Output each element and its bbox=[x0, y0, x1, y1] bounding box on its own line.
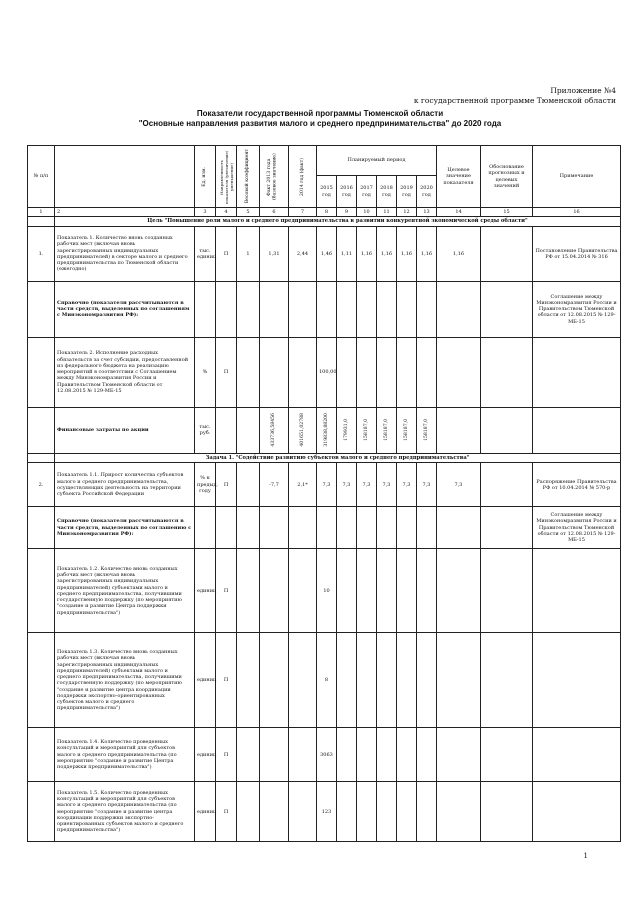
value-2015: 1,46 bbox=[317, 226, 337, 281]
year-suffix: год bbox=[402, 191, 411, 198]
empty-cell bbox=[216, 507, 237, 549]
empty-cell bbox=[216, 407, 237, 453]
empty-cell bbox=[317, 281, 337, 337]
indicator-name: Показатель 1.1. Прирост количества субъектов малого и среднего предпринимательства, осуществляющих деятельность на территории субъекта Российской Федерации bbox=[55, 463, 195, 507]
empty-cell bbox=[481, 337, 533, 407]
empty-cell bbox=[357, 507, 377, 549]
reference-name: Справочно (показатели рассчитываются в части средств, выделенных по соглашению с Минэкономразвития РФ): bbox=[55, 507, 195, 549]
row-number bbox=[28, 407, 55, 453]
table-row bbox=[28, 549, 621, 633]
year-label: 2016 bbox=[340, 185, 353, 192]
value-2015: 3063 bbox=[317, 728, 337, 782]
empty-cell bbox=[195, 281, 216, 337]
empty-cell bbox=[260, 549, 289, 633]
unit-cell: тыс. единиц bbox=[195, 226, 216, 281]
fact-2014-cell: 2,1* bbox=[289, 463, 317, 507]
empty-cell bbox=[417, 337, 437, 407]
indicator-name: Показатель 2. Исполнение расходных обязательств за счет субсидии, предоставленной из федерального бюджета на реализацию мероприятий в соответствии с Соглашением между Минэкономразвития России и Правительством Тюменской области от 12.08.2015 № 129-МБ-15 bbox=[55, 337, 195, 407]
year-label: 2015 bbox=[320, 185, 333, 192]
empty-cell bbox=[195, 507, 216, 549]
empty-cell bbox=[417, 633, 437, 728]
indicator-name: Показатель 1.4. Количество проведенных консультаций и мероприятий для субъектов малого и среднего предпринимательства (по мероприятию "создание и развитие Центра поддержки предпринимательства") bbox=[55, 728, 195, 782]
value-2018: 1,16 bbox=[377, 226, 397, 281]
header-note: Примечание bbox=[533, 146, 621, 208]
col-number: 16 bbox=[533, 208, 621, 217]
row-number bbox=[28, 507, 55, 549]
fact-2013-cell: -7,7 bbox=[260, 463, 289, 507]
value-2015: 8 bbox=[317, 633, 337, 728]
year-label: 2017 bbox=[360, 185, 373, 192]
row-number: 2. bbox=[28, 463, 55, 507]
fact-2013-cell bbox=[260, 407, 289, 453]
empty-cell bbox=[237, 633, 260, 728]
empty-cell bbox=[437, 507, 481, 549]
unit-cell: % к предыд. году bbox=[195, 463, 216, 507]
table-row bbox=[28, 507, 621, 549]
empty-cell bbox=[337, 728, 357, 782]
empty-cell bbox=[397, 337, 417, 407]
goal-row bbox=[28, 217, 621, 227]
year-2016 bbox=[337, 176, 357, 208]
empty-cell bbox=[437, 633, 481, 728]
weight-cell: 1 bbox=[237, 226, 260, 281]
col-number: 10 bbox=[357, 208, 377, 217]
empty-cell bbox=[481, 549, 533, 633]
col-number: 8 bbox=[317, 208, 337, 217]
empty-cell bbox=[437, 728, 481, 782]
empty-cell bbox=[260, 507, 289, 549]
indicator-name: Показатель 1.5. Количество проведенных консультаций и мероприятий для субъектов малого и среднего предпринимательства (по мероприятию "создание и развитие центра координации поддержки экспортно-ориентированных субъектов малого и среднего предпринимательства") bbox=[55, 782, 195, 842]
header-fact-2014 bbox=[289, 146, 317, 208]
fact-2014-text: 401651,02788 bbox=[299, 413, 305, 448]
empty-cell bbox=[397, 507, 417, 549]
year-suffix: год bbox=[382, 191, 391, 198]
value-2019 bbox=[397, 407, 417, 453]
header-fact-2013-text: Факт 2013 года (базовое значение) bbox=[267, 153, 278, 200]
value-2017: 7,3 bbox=[357, 463, 377, 507]
empty-cell bbox=[437, 337, 481, 407]
empty-cell bbox=[397, 633, 417, 728]
header-justification: Обоснование прогнозных и целевых значений bbox=[481, 146, 533, 208]
value-2015: 100,00 bbox=[317, 337, 337, 407]
table-row bbox=[28, 226, 621, 281]
empty-cell bbox=[417, 728, 437, 782]
empty-cell bbox=[377, 728, 397, 782]
empty-cell bbox=[216, 281, 237, 337]
empty-cell bbox=[260, 633, 289, 728]
empty-cell bbox=[397, 281, 417, 337]
col-number: 1 bbox=[28, 208, 55, 217]
empty-cell bbox=[337, 549, 357, 633]
empty-cell bbox=[417, 281, 437, 337]
year-2015 bbox=[317, 176, 337, 208]
header-fact-2014-text: 2014 год (факт) bbox=[299, 157, 305, 196]
header-direction-text: Направленность показателя (увеличение/уменьшение) bbox=[219, 149, 234, 204]
row-number bbox=[28, 633, 55, 728]
empty-cell bbox=[260, 782, 289, 842]
page-number: 1 bbox=[583, 852, 588, 860]
indicator-name: Показатель 1. Количество вновь созданных рабочих мест (включая вновь зарегистрированных индивидуальных предпринимателей) в секторе малого и среднего предпринимательства по Тюменской области (ежегодно) bbox=[55, 226, 195, 281]
value-2015-text: 319838,88200 bbox=[323, 413, 329, 448]
empty-cell bbox=[260, 728, 289, 782]
note-cell: Постановление Правительства РФ от 15.04.2014 № 316 bbox=[533, 226, 621, 281]
table-row bbox=[28, 633, 621, 728]
empty-cell bbox=[481, 633, 533, 728]
empty-cell bbox=[397, 549, 417, 633]
year-suffix: год bbox=[322, 191, 331, 198]
empty-cell bbox=[357, 337, 377, 407]
note-cell: Соглашение между Минэкономразвития России и Правительством Тюменской области от 12.08.2015 № 129-МБ-15 bbox=[533, 507, 621, 549]
unit-cell: единиц bbox=[195, 633, 216, 728]
empty-cell bbox=[337, 782, 357, 842]
financial-costs-name: Финансовые затраты по акции bbox=[55, 407, 195, 453]
value-2015: 10 bbox=[317, 549, 337, 633]
col-number: 9 bbox=[337, 208, 357, 217]
empty-cell bbox=[377, 782, 397, 842]
empty-cell bbox=[437, 281, 481, 337]
reference-name: Справочно (показатели рассчитываются в части средств, выделенных по соглашениям с Минэкономразвития РФ): bbox=[55, 281, 195, 337]
empty-cell bbox=[337, 507, 357, 549]
year-2018 bbox=[377, 176, 397, 208]
empty-cell bbox=[481, 507, 533, 549]
empty-cell bbox=[237, 281, 260, 337]
direction-cell: П bbox=[216, 337, 237, 407]
empty-cell bbox=[533, 782, 621, 842]
col-number: 2 bbox=[55, 208, 195, 217]
year-2017 bbox=[357, 176, 377, 208]
fact-2014-cell: 2,44 bbox=[289, 226, 317, 281]
empty-cell bbox=[357, 549, 377, 633]
document-subtitle: "Основные направления развития малого и среднего предпринимательства" до 2020 года bbox=[138, 119, 502, 128]
year-suffix: год bbox=[342, 191, 351, 198]
value-2016: 1,11 bbox=[337, 226, 357, 281]
empty-cell bbox=[481, 782, 533, 842]
indicators-table bbox=[27, 145, 621, 842]
empty-cell bbox=[337, 337, 357, 407]
value-2018-text: 158187,0 bbox=[383, 419, 389, 442]
empty-cell bbox=[260, 281, 289, 337]
col-number: 14 bbox=[437, 208, 481, 217]
empty-cell bbox=[237, 782, 260, 842]
task-row bbox=[28, 453, 621, 463]
table-header-row bbox=[28, 146, 621, 176]
value-2016 bbox=[337, 407, 357, 453]
value-2017: 1,16 bbox=[357, 226, 377, 281]
year-label: 2018 bbox=[380, 185, 393, 192]
empty-cell bbox=[533, 549, 621, 633]
col-number: 7 bbox=[289, 208, 317, 217]
empty-cell bbox=[237, 728, 260, 782]
year-2019 bbox=[397, 176, 417, 208]
column-numbers-row bbox=[28, 208, 621, 217]
empty-cell bbox=[289, 281, 317, 337]
empty-cell bbox=[377, 337, 397, 407]
value-2017 bbox=[357, 407, 377, 453]
direction-cell: П bbox=[216, 226, 237, 281]
row-number bbox=[28, 549, 55, 633]
target-cell: 7,3 bbox=[437, 463, 481, 507]
value-2020 bbox=[417, 407, 437, 453]
row-number bbox=[28, 337, 55, 407]
col-number: 5 bbox=[237, 208, 260, 217]
value-2018 bbox=[377, 407, 397, 453]
table-row bbox=[28, 407, 621, 453]
empty-cell bbox=[481, 728, 533, 782]
justification-cell bbox=[481, 226, 533, 281]
col-number: 4 bbox=[216, 208, 237, 217]
task-text: Задача 1. "Содействие развитию субъектов малого и среднего предпринимательства" bbox=[55, 453, 621, 463]
empty-cell bbox=[417, 549, 437, 633]
indicator-name: Показатель 1.2. Количество вновь созданных рабочих мест (включая вновь зарегистрированных индивидуальных предпринимателей) субъектами малого и среднего предпринимательства, получившими государственную поддержку (по мероприятию "создание и развитие Центра поддержки предпринимательства") bbox=[55, 549, 195, 633]
table-row bbox=[28, 281, 621, 337]
fact-2013-text: 433736,58456 bbox=[271, 413, 277, 448]
header-unit-text: Ед. изм. bbox=[202, 166, 208, 187]
empty-cell bbox=[533, 407, 621, 453]
year-suffix: год bbox=[362, 191, 371, 198]
table-row bbox=[28, 728, 621, 782]
header-direction bbox=[216, 146, 237, 208]
target-cell: 1,16 bbox=[437, 226, 481, 281]
empty-cell bbox=[377, 281, 397, 337]
indicator-name: Показатель 1.3. Количество вновь созданных рабочих мест (включая вновь зарегистрированных индивидуальных предпринимателей) субъектами малого и среднего предпринимательства, получившими государственную поддержку (по мероприятию "создание и развитие центра координации поддержки экспортно-ориентированных субъектов малого и среднего предпринимательства") bbox=[55, 633, 195, 728]
empty-cell bbox=[377, 549, 397, 633]
empty-cell bbox=[289, 633, 317, 728]
goal-text: Цель "Повышение роли малого и среднего предпринимательства в развитии конкурентной экономической среды области" bbox=[55, 217, 621, 227]
direction-cell: П bbox=[216, 728, 237, 782]
justification-cell bbox=[481, 463, 533, 507]
empty-cell bbox=[237, 407, 260, 453]
value-2019: 7,3 bbox=[397, 463, 417, 507]
empty-cell bbox=[377, 507, 397, 549]
year-suffix: год bbox=[422, 191, 431, 198]
col-number: 13 bbox=[417, 208, 437, 217]
col-number: 15 bbox=[481, 208, 533, 217]
empty-cell bbox=[289, 728, 317, 782]
empty-cell bbox=[533, 633, 621, 728]
empty-cell bbox=[417, 782, 437, 842]
direction-cell: П bbox=[216, 782, 237, 842]
value-2015 bbox=[317, 407, 337, 453]
direction-cell: П bbox=[216, 549, 237, 633]
value-2015: 123 bbox=[317, 782, 337, 842]
empty-cell bbox=[377, 633, 397, 728]
empty-cell bbox=[357, 281, 377, 337]
empty-cell bbox=[417, 507, 437, 549]
year-2020 bbox=[417, 176, 437, 208]
value-2017-text: 158187,0 bbox=[363, 419, 369, 442]
empty-cell bbox=[533, 728, 621, 782]
header-num: № п/п bbox=[28, 146, 55, 208]
task-spacer bbox=[28, 453, 55, 463]
empty-cell bbox=[437, 407, 481, 453]
value-2020: 7,3 bbox=[417, 463, 437, 507]
row-number bbox=[28, 728, 55, 782]
document-title: Показатели государственной программы Тюменской области bbox=[196, 109, 444, 118]
table-row bbox=[28, 337, 621, 407]
empty-cell bbox=[289, 337, 317, 407]
empty-cell bbox=[237, 337, 260, 407]
empty-cell bbox=[437, 782, 481, 842]
header-weight-text: Весовой коэффициент bbox=[245, 149, 251, 204]
value-2019-text: 158187,0 bbox=[403, 419, 409, 442]
note-cell: Распоряжение Правительства РФ от 10.04.2014 № 570-р bbox=[533, 463, 621, 507]
row-number: 1. bbox=[28, 226, 55, 281]
empty-cell bbox=[237, 549, 260, 633]
unit-cell: % bbox=[195, 337, 216, 407]
header-fact-2013 bbox=[260, 146, 289, 208]
empty-cell bbox=[337, 633, 357, 728]
empty-cell bbox=[397, 728, 417, 782]
header-unit bbox=[195, 146, 216, 208]
header-weight bbox=[237, 146, 260, 208]
empty-cell bbox=[397, 782, 417, 842]
empty-cell bbox=[237, 507, 260, 549]
header-plan-period: Планируемый период bbox=[317, 146, 437, 176]
table-row bbox=[28, 463, 621, 507]
unit-cell: тыс. руб. bbox=[195, 407, 216, 453]
fact-2013-cell: 1,31 bbox=[260, 226, 289, 281]
unit-cell: единиц bbox=[195, 549, 216, 633]
empty-cell bbox=[260, 337, 289, 407]
value-2016-text: 179931,0 bbox=[343, 419, 349, 442]
table-row bbox=[28, 782, 621, 842]
year-label: 2020 bbox=[420, 185, 433, 192]
value-2015: 7,3 bbox=[317, 463, 337, 507]
value-2019: 1,16 bbox=[397, 226, 417, 281]
fact-2014-cell bbox=[289, 407, 317, 453]
col-number: 6 bbox=[260, 208, 289, 217]
value-2018: 7,3 bbox=[377, 463, 397, 507]
empty-cell bbox=[357, 728, 377, 782]
row-number bbox=[28, 281, 55, 337]
appendix-label: Приложение №4 bbox=[550, 86, 616, 95]
empty-cell bbox=[481, 281, 533, 337]
value-2020: 1,16 bbox=[417, 226, 437, 281]
empty-cell bbox=[289, 549, 317, 633]
empty-cell bbox=[481, 407, 533, 453]
row-number bbox=[28, 782, 55, 842]
value-2016: 7,3 bbox=[337, 463, 357, 507]
empty-cell bbox=[289, 782, 317, 842]
col-number: 3 bbox=[195, 208, 216, 217]
note-cell: Соглашение между Минэкономразвития России и Правительством Тюменской области от 12.08.2015 № 129-МБ-15 bbox=[533, 281, 621, 337]
appendix-reference: к государственной программе Тюменской области bbox=[413, 96, 616, 105]
direction-cell: П bbox=[216, 633, 237, 728]
goal-spacer bbox=[28, 217, 55, 227]
empty-cell bbox=[237, 463, 260, 507]
direction-cell: П bbox=[216, 463, 237, 507]
header-target: Целевое значение показателя bbox=[437, 146, 481, 208]
empty-cell bbox=[357, 633, 377, 728]
empty-cell bbox=[317, 507, 337, 549]
col-number: 11 bbox=[377, 208, 397, 217]
empty-cell bbox=[533, 337, 621, 407]
empty-cell bbox=[337, 281, 357, 337]
unit-cell: единиц bbox=[195, 728, 216, 782]
unit-cell: единиц bbox=[195, 782, 216, 842]
value-2020-text: 158187,0 bbox=[423, 419, 429, 442]
header-name bbox=[55, 146, 195, 208]
year-label: 2019 bbox=[400, 185, 413, 192]
col-number: 12 bbox=[397, 208, 417, 217]
empty-cell bbox=[357, 782, 377, 842]
empty-cell bbox=[289, 507, 317, 549]
empty-cell bbox=[437, 549, 481, 633]
